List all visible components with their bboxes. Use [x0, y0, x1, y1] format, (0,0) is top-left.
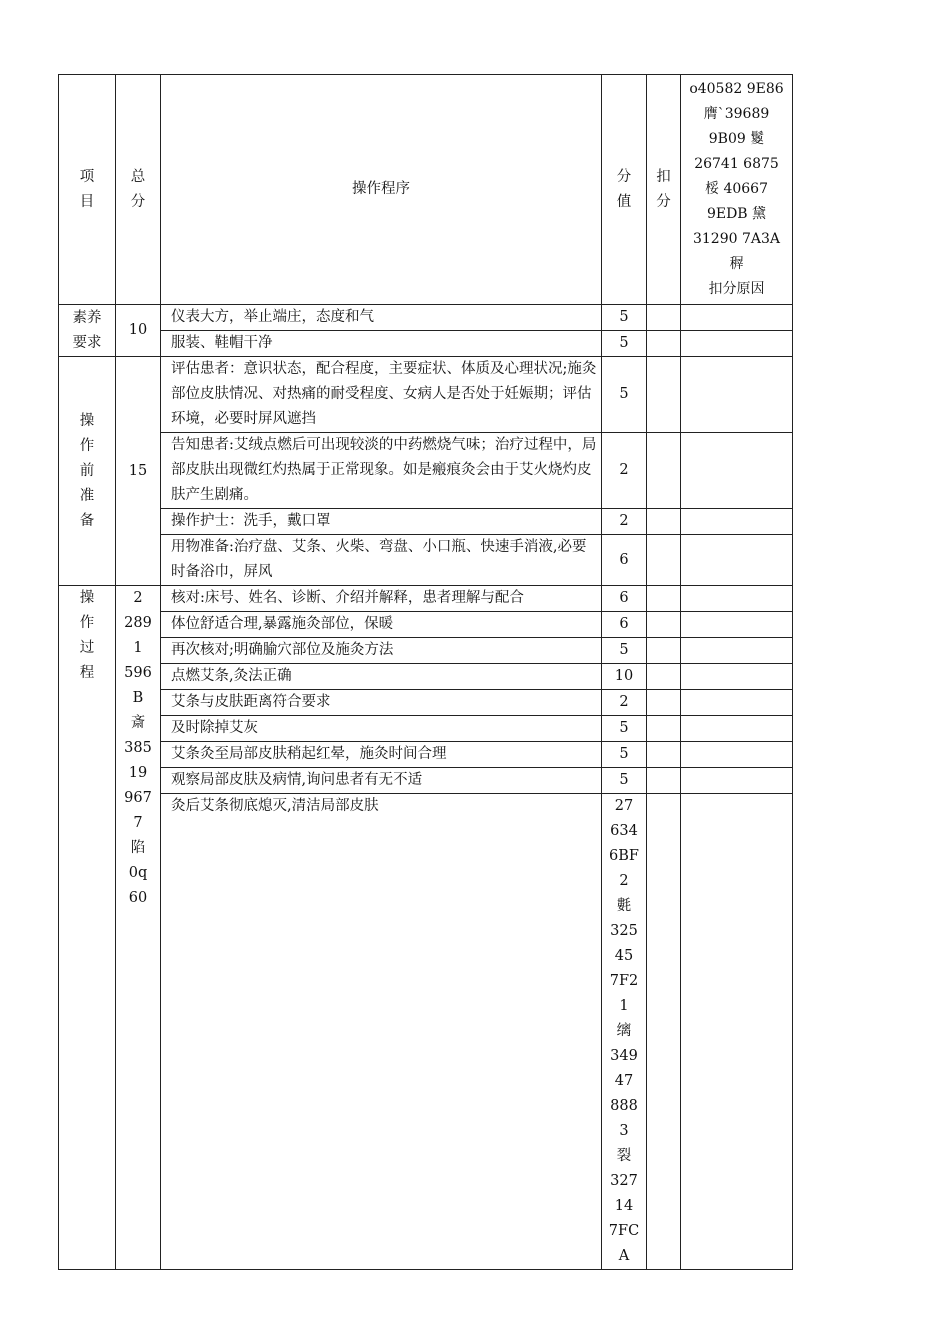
reason-cell	[681, 305, 793, 331]
procedure-text: 用物准备:治疗盘、艾条、火柴、弯盘、小口瓶、快速手消液,必要时备浴巾，屏风	[161, 535, 602, 586]
section-total: 10	[116, 305, 161, 357]
header-value: 分 值	[602, 75, 647, 305]
section-total: 15	[116, 357, 161, 586]
section-item: 操 作 前 准 备	[59, 357, 116, 586]
deduct-cell	[647, 331, 681, 357]
header-total: 总 分	[116, 75, 161, 305]
deduct-cell	[647, 305, 681, 331]
procedure-text: 灸后艾条彻底熄灭,清洁局部皮肤	[161, 794, 602, 1270]
deduct-cell	[647, 509, 681, 535]
score-value: 5	[602, 768, 647, 794]
procedure-text: 核对:床号、姓名、诊断、介绍并解释，患者理解与配合	[161, 586, 602, 612]
header-procedure: 操作程序	[161, 75, 602, 305]
procedure-text: 评估患者：意识状态，配合程度，主要症状、体质及心理状况;施灸部位皮肤情况、对热痛的耐受程度、女病人是否处于妊娠期；评估环境，必要时屏风遮挡	[161, 357, 602, 433]
reason-cell	[681, 794, 793, 1270]
reason-cell	[681, 742, 793, 768]
score-value: 2	[602, 433, 647, 509]
table-row	[59, 690, 793, 716]
reason-cell	[681, 331, 793, 357]
reason-cell	[681, 768, 793, 794]
scoring-table	[58, 74, 793, 1270]
deduct-cell	[647, 433, 681, 509]
procedure-text: 体位舒适合理,暴露施灸部位，保暖	[161, 612, 602, 638]
table-row	[59, 535, 793, 586]
score-value: 5	[602, 716, 647, 742]
score-value: 2	[602, 509, 647, 535]
deduct-cell	[647, 794, 681, 1270]
score-value: 6	[602, 535, 647, 586]
table-row	[59, 433, 793, 509]
reason-cell	[681, 716, 793, 742]
header-remarks: o40582 9E86 膺`39689 9B09 鬉 26741 6875 桵 40667 9EDB 黛 31290 7A3A 稺 扣分原因	[681, 75, 793, 305]
table-row	[59, 638, 793, 664]
deduct-cell	[647, 742, 681, 768]
score-value: 5	[602, 742, 647, 768]
procedure-text: 艾条与皮肤距离符合要求	[161, 690, 602, 716]
score-value: 6	[602, 612, 647, 638]
score-value: 2	[602, 690, 647, 716]
score-value: 5	[602, 357, 647, 433]
reason-cell	[681, 535, 793, 586]
table-row	[59, 612, 793, 638]
section-total: 2 289 1 596 B 斎 385 19 967 7 陷 0q 60	[116, 586, 161, 1270]
section-item: 操 作 过 程	[59, 586, 116, 1270]
deduct-cell	[647, 612, 681, 638]
table-row	[59, 742, 793, 768]
reason-cell	[681, 586, 793, 612]
reason-cell	[681, 664, 793, 690]
table-row	[59, 305, 793, 331]
score-value: 5	[602, 331, 647, 357]
deduct-cell	[647, 664, 681, 690]
score-value: 27 634 6BF 2 氀 325 45 7F2 1 缡 349 47 888 3 裂 327 14 7FC A	[602, 794, 647, 1270]
table-row	[59, 716, 793, 742]
table-row	[59, 331, 793, 357]
table-row	[59, 794, 793, 1270]
reason-cell	[681, 612, 793, 638]
deduct-cell	[647, 535, 681, 586]
reason-cell	[681, 357, 793, 433]
procedure-text: 操作护士：洗手，戴口罩	[161, 509, 602, 535]
header-row	[59, 75, 793, 305]
table-row	[59, 586, 793, 612]
score-value: 10	[602, 664, 647, 690]
deduct-cell	[647, 768, 681, 794]
procedure-text: 仪表大方，举止端庄，态度和气	[161, 305, 602, 331]
header-item: 项 目	[59, 75, 116, 305]
reason-cell	[681, 509, 793, 535]
reason-cell	[681, 690, 793, 716]
procedure-text: 告知患者:艾绒点燃后可出现较淡的中药燃烧气味；治疗过程中，局部皮肤出现微红灼热属于正常现象。如是瘢痕灸会由于艾火烧灼皮肤产生剧痛。	[161, 433, 602, 509]
deduct-cell	[647, 638, 681, 664]
score-value: 5	[602, 305, 647, 331]
procedure-text: 服装、鞋帽干净	[161, 331, 602, 357]
header-deduct: 扣 分	[647, 75, 681, 305]
deduct-cell	[647, 716, 681, 742]
procedure-text: 观察局部皮肤及病情,询问患者有无不适	[161, 768, 602, 794]
reason-cell	[681, 433, 793, 509]
procedure-text: 艾条灸至局部皮肤稍起红晕，施灸时间合理	[161, 742, 602, 768]
procedure-text: 再次核对;明确腧穴部位及施灸方法	[161, 638, 602, 664]
reason-cell	[681, 638, 793, 664]
table-row	[59, 768, 793, 794]
deduct-cell	[647, 690, 681, 716]
section-item: 素养 要求	[59, 305, 116, 357]
deduct-cell	[647, 586, 681, 612]
procedure-text: 及时除掉艾灰	[161, 716, 602, 742]
score-value: 5	[602, 638, 647, 664]
table-row	[59, 357, 793, 433]
procedure-text: 点燃艾条,灸法正确	[161, 664, 602, 690]
table-row	[59, 509, 793, 535]
score-value: 6	[602, 586, 647, 612]
table-row	[59, 664, 793, 690]
deduct-cell	[647, 357, 681, 433]
